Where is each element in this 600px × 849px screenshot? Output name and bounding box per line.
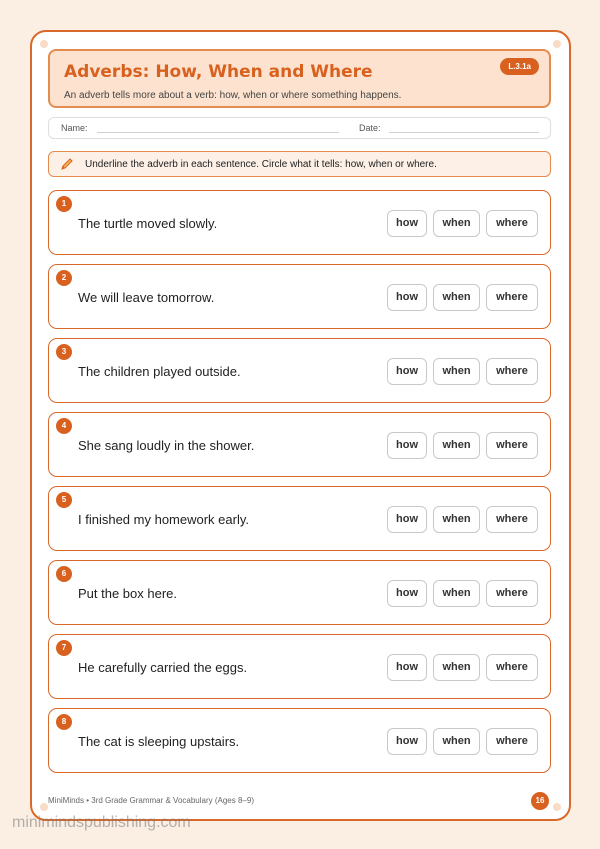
corner-dot-decoration <box>553 40 561 48</box>
question-sentence[interactable]: Put the box here. <box>78 586 178 601</box>
choice-where-button[interactable]: where <box>486 432 538 459</box>
question-item <box>48 634 551 699</box>
question-sentence[interactable]: He carefully carried the eggs. <box>78 660 248 675</box>
standard-badge: L.3.1a <box>500 58 539 75</box>
corner-dot-decoration <box>553 803 561 811</box>
choice-where-button[interactable]: where <box>486 210 538 237</box>
question-number: 4 <box>56 418 72 434</box>
name-date-bar <box>48 117 551 139</box>
choice-when-button[interactable]: when <box>433 506 480 533</box>
choice-how-button[interactable]: how <box>387 358 427 385</box>
name-field[interactable] <box>97 132 339 133</box>
question-sentence[interactable]: The cat is sleeping upstairs. <box>78 734 240 749</box>
page-title: Adverbs: How, When and Where <box>64 62 373 82</box>
date-label: Date: <box>359 123 381 133</box>
choice-how-button[interactable]: how <box>387 580 427 607</box>
question-number: 8 <box>56 714 72 730</box>
choice-when-button[interactable]: when <box>433 432 480 459</box>
choice-how-button[interactable]: how <box>387 432 427 459</box>
question-number: 2 <box>56 270 72 286</box>
corner-dot-decoration <box>40 40 48 48</box>
instructions-text: Underline the adverb in each sentence. Circle what it tells: how, when or where. <box>85 159 437 170</box>
corner-dot-decoration <box>40 803 48 811</box>
choice-how-button[interactable]: how <box>387 284 427 311</box>
choice-where-button[interactable]: where <box>486 284 538 311</box>
choice-when-button[interactable]: when <box>433 728 480 755</box>
choice-where-button[interactable]: where <box>486 506 538 533</box>
name-label: Name: <box>61 123 88 133</box>
question-item <box>48 708 551 773</box>
choice-where-button[interactable]: where <box>486 580 538 607</box>
choice-where-button[interactable]: where <box>486 728 538 755</box>
question-sentence[interactable]: The turtle moved slowly. <box>78 216 218 231</box>
page-number: 16 <box>531 792 549 810</box>
choice-how-button[interactable]: how <box>387 654 427 681</box>
choice-where-button[interactable]: where <box>486 654 538 681</box>
question-number: 7 <box>56 640 72 656</box>
question-item <box>48 190 551 255</box>
choice-when-button[interactable]: when <box>433 358 480 385</box>
choice-when-button[interactable]: when <box>433 654 480 681</box>
question-number: 6 <box>56 566 72 582</box>
pencil-icon <box>60 157 74 171</box>
question-sentence[interactable]: I finished my homework early. <box>78 512 249 527</box>
choice-where-button[interactable]: where <box>486 358 538 385</box>
instructions-box <box>48 151 551 177</box>
choice-how-button[interactable]: how <box>387 210 427 237</box>
question-number: 3 <box>56 344 72 360</box>
question-sentence[interactable]: The children played outside. <box>78 364 241 379</box>
choice-how-button[interactable]: how <box>387 506 427 533</box>
question-item <box>48 560 551 625</box>
date-field[interactable] <box>389 132 539 133</box>
question-number: 5 <box>56 492 72 508</box>
question-sentence[interactable]: We will leave tomorrow. <box>78 290 215 305</box>
choice-how-button[interactable]: how <box>387 728 427 755</box>
question-item <box>48 486 551 551</box>
choice-when-button[interactable]: when <box>433 284 480 311</box>
page-subtitle: An adverb tells more about a verb: how, when or where something happens. <box>64 90 402 101</box>
question-item <box>48 338 551 403</box>
question-number: 1 <box>56 196 72 212</box>
worksheet-header <box>48 49 551 108</box>
choice-when-button[interactable]: when <box>433 210 480 237</box>
question-sentence[interactable]: She sang loudly in the shower. <box>78 438 255 453</box>
question-item <box>48 412 551 477</box>
choice-when-button[interactable]: when <box>433 580 480 607</box>
question-item <box>48 264 551 329</box>
footer-text: MiniMinds • 3rd Grade Grammar & Vocabulary (Ages 8–9) <box>48 796 254 805</box>
watermark: minimindspublishing.com <box>12 814 191 831</box>
